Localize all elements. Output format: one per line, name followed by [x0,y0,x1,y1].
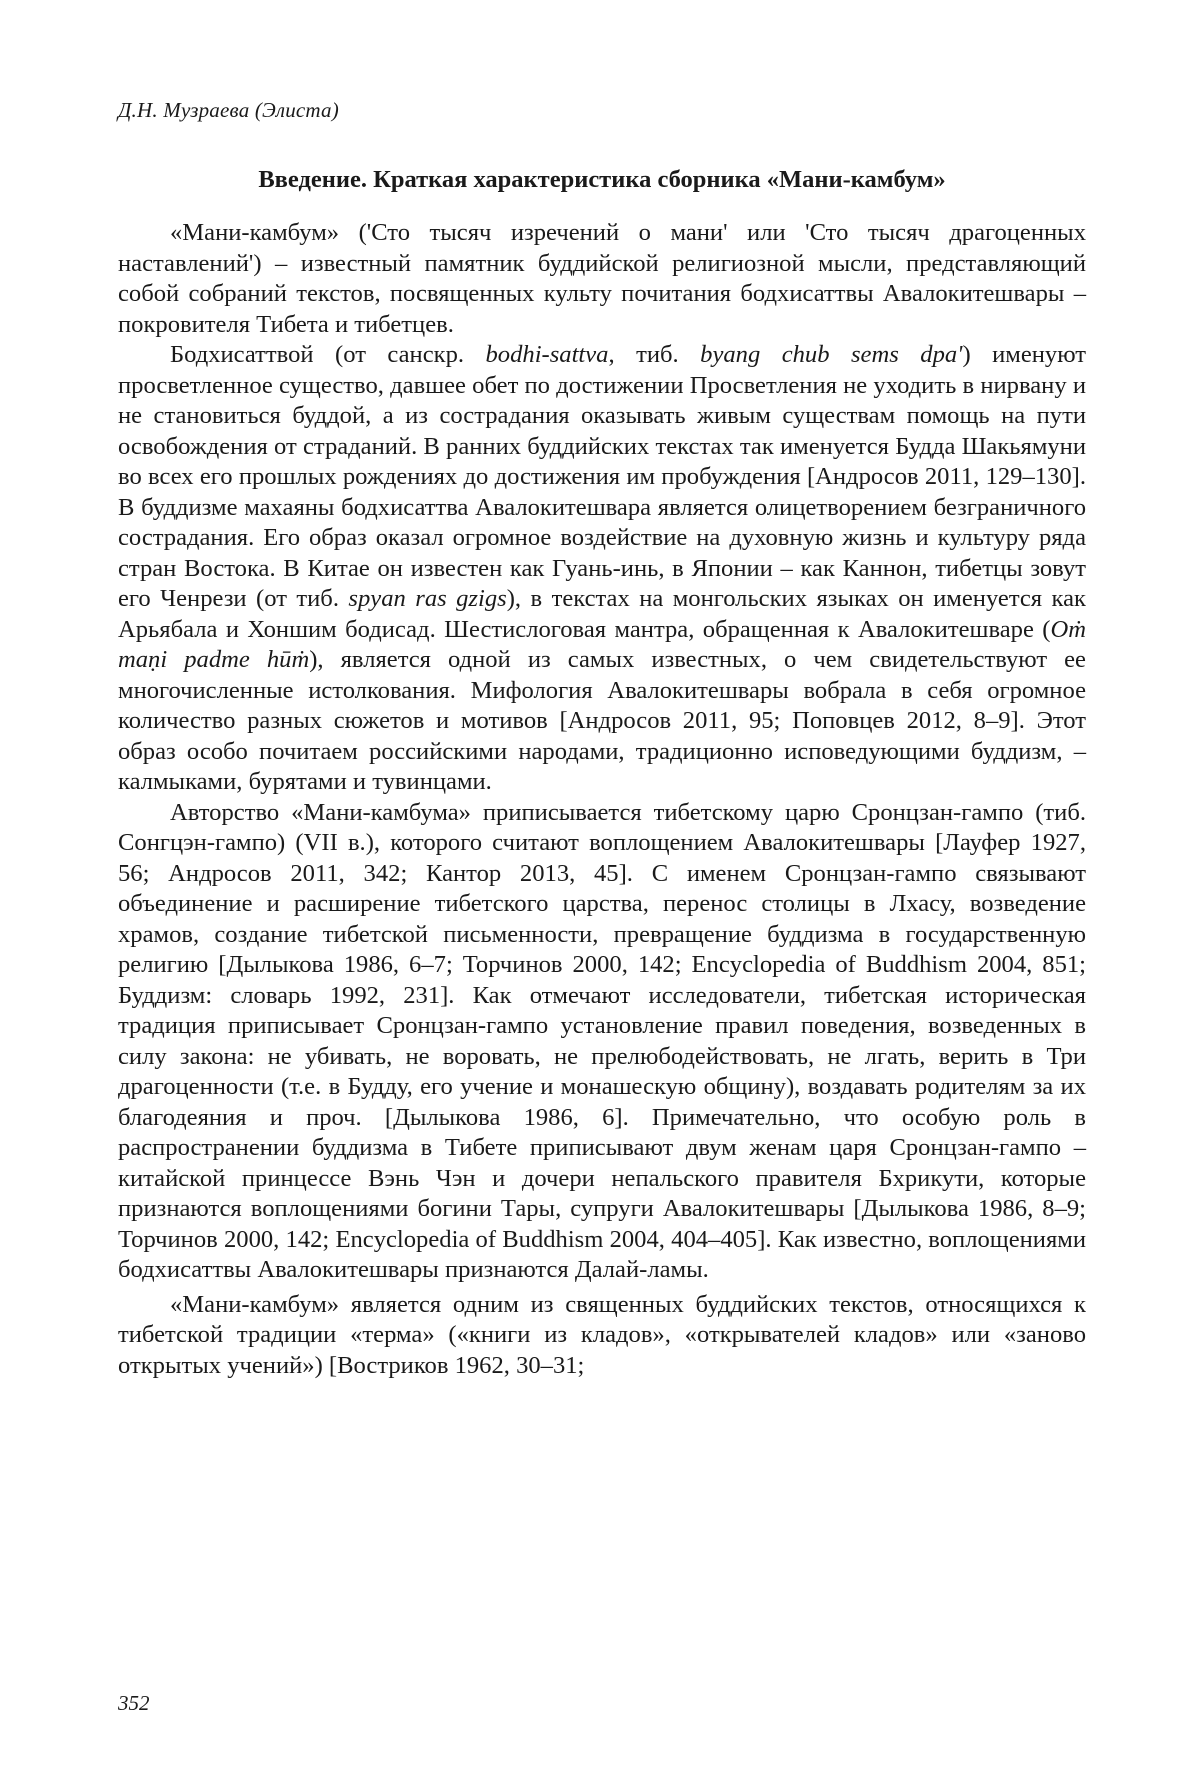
page-number: 352 [118,1691,150,1715]
italic-term: bodhi-sattva [485,341,609,368]
text-run: ), является одной из самых известных, о чем свидетельствуют ее многочисленные истолкования. Мифология Авалокитешвары вобрала в себя огромное количество разных сюжетов и мотивов [Андросов 2011, 95; Поповцев 2012, 8–9]. Этот образ особо почитаем российскими народами, традиционно исповедующими буддизм, – калмыками, бурятами и тувинцами. [118,646,1086,795]
text-run: , тиб. [608,341,701,368]
text-run: «Мани-камбум» является одним из священных буддийских текстов, относящихся к тибетской традиции «терма» («книги из кладов», «открывателей кладов» или «заново открытых учений») [Востриков 1962, 30–31; [118,1290,1086,1379]
italic-term: Oṁ maṇi padme hūṁ [118,615,1086,673]
paragraph [118,798,1086,1286]
italic-term: byang chub sems dpa' [700,341,963,368]
section-title: Введение. Краткая характеристика сборника «Мани-камбум» [258,166,946,193]
body-text [118,218,1086,1381]
paragraph [118,340,1086,798]
text-run: «Мани-камбум» ('Сто тысяч изречений о мани' или 'Сто тысяч драгоценных наставлений') – известный памятник буддийской религиозной мысли, представляющий собой собраний текстов, посвященных культу почитания бодхисаттвы Авалокитешвары – покровителя Тибета и тибетцев. [118,219,1086,338]
italic-term: spyan ras gzigs [348,585,507,612]
text-run: ) именуют просветленное существо, давшее обет по достижении Просветления не уходить в нирвану и не становиться буддой, а из сострадания оказывать живым существам помощь на пути освобождения от страданий. В ранних буддийских текстах так именуется Будда Шакьямуни во всех его прошлых рождениях до достижения им пробуждения [Андросов 2011, 129–130]. В буддизме махаяны бодхисаттва Авалокитешвара является олицетворением безграничного сострадания. Его образ оказал огромное воздействие на духовную жизнь и культуру ряда стран Востока. В Китае он известен как Гуань-инь, в Японии – как Каннон, тибетцы зовут его Ченрези (от тиб. [118,341,1086,612]
paragraph [118,1290,1086,1382]
text-run: ), в текстах на монгольских языках он именуется как Арьябала и Хоншим бодисад. Шестислоговая мантра, обращенная к Авалокитешваре ( [118,585,1086,643]
paragraph [118,218,1086,340]
text-run: Авторство «Мани-камбума» приписывается тибетскому царю Сронцзан-гампо (тиб. Сонгцэн-гампо) (VII в.), которого считают воплощением Авалокитешвары [Лауфер 1927, 56; Андросов 2011, 342; Кантор 2013, 45]. С именем Сронцзан-гампо связывают объединение и расширение тибетского царства, перенос столицы в Лхасу, возведение храмов, создание тибетской письменности, превращение буддизма в государственную религию [Дылыкова 1986, 6–7; Торчинов 2000, 142; Encyclopedia of Buddhism 2004, 851; Буддизм: словарь 1992, 231]. Как отмечают исследователи, тибетская историческая традиция приписывает Сронцзан-гампо установление правил поведения, возведенных в силу закона: не убивать, не воровать, не прелюбодействовать, не лгать, верить в Три драгоценности (т.е. в Будду, его учение и монашескую общину), воздавать родителям за их благодеяния и проч. [Дылыкова 1986, 6]. Примечательно, что особую роль в распространении буддизма в Тибете приписывают двум женам царя Сронцзан-гампо – китайской принцессе Вэнь Чэн и дочери непальского правителя Бхрикути, которые признаются воплощениями богини Тары, супруги Авалокитешвары [Дылыкова 1986, 8–9; Торчинов 2000, 142; Encyclopedia of Buddhism 2004, 404–405]. Как известно, воплощениями бодхисаттвы Авалокитешвары признаются Далай-ламы. [118,798,1086,1283]
running-head: Д.Н. Музраева (Элиста) [118,98,339,122]
text-run: Бодхисаттвой (от санскр. [170,341,486,368]
